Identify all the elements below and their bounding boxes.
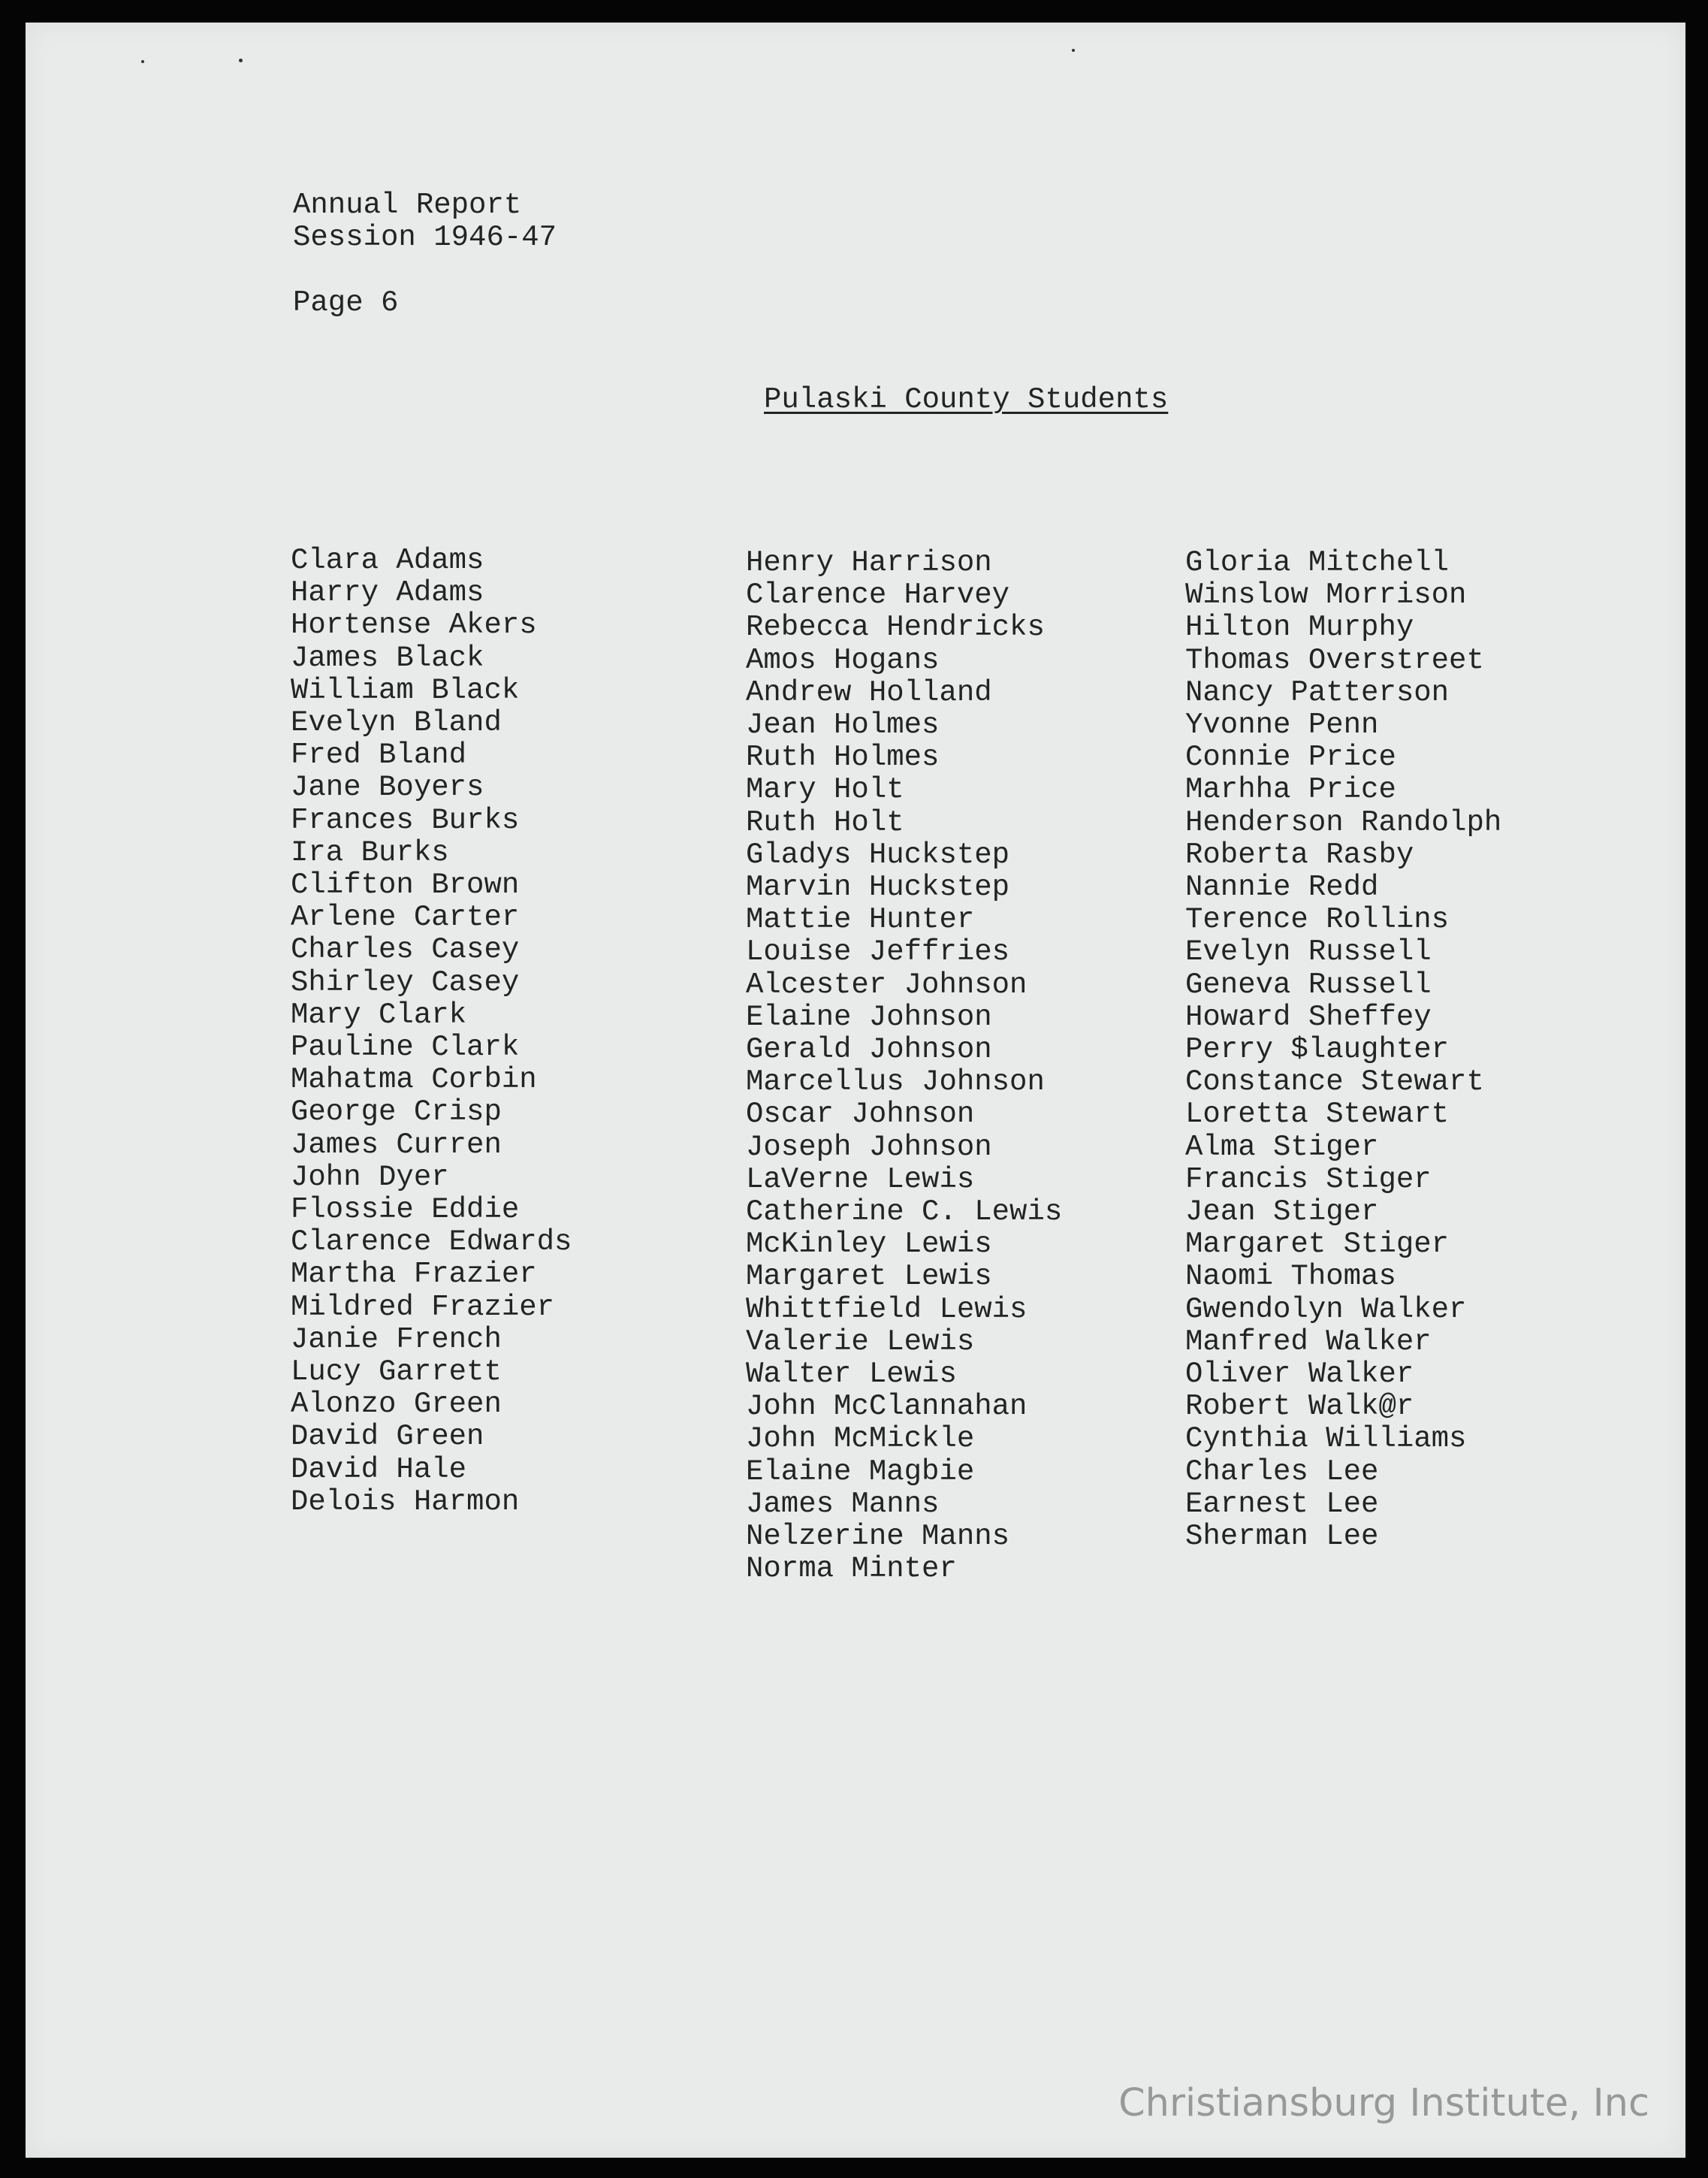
report-header — [293, 189, 557, 319]
student-name: Harry Adams — [291, 576, 484, 610]
header-report-title: Annual Report — [293, 189, 522, 222]
student-name: William Black — [291, 673, 520, 707]
student-name: David Green — [291, 1420, 484, 1454]
student-name: James Curren — [291, 1128, 502, 1161]
student-name: Naomi Thomas — [1185, 1260, 1396, 1294]
student-name: Whittfield Lewis — [746, 1292, 1028, 1326]
student-name: Rebecca Hendricks — [746, 611, 1045, 645]
student-name: LaVerne Lewis — [746, 1162, 975, 1196]
student-name: Norma Minter — [746, 1552, 957, 1586]
student-name: Geneva Russell — [1185, 968, 1432, 1001]
student-name: Manfred Walker — [1185, 1325, 1432, 1358]
student-name: Marvin Huckstep — [746, 871, 1010, 905]
student-name: Henry Harrison — [746, 546, 992, 579]
student-name: Delois Harmon — [291, 1485, 520, 1518]
document-page — [26, 23, 1685, 2158]
student-name: Cynthia Williams — [1185, 1422, 1467, 1456]
student-name: Clara Adams — [291, 544, 484, 577]
student-column-1 — [291, 545, 572, 1518]
student-name: Andrew Holland — [746, 675, 992, 709]
student-name: Hortense Akers — [291, 609, 537, 642]
student-name: Mildred Frazier — [291, 1290, 555, 1324]
student-name: Alcester Johnson — [746, 968, 1028, 1001]
student-name: Gerald Johnson — [746, 1033, 992, 1067]
student-name: Howard Sheffey — [1185, 1000, 1432, 1034]
student-name: Jane Boyers — [291, 771, 484, 805]
student-name: Alma Stiger — [1185, 1130, 1379, 1164]
header-session: Session 1946-47 — [293, 221, 557, 254]
student-name: John McClannahan — [746, 1390, 1028, 1424]
header-page-number: Page 6 — [293, 286, 399, 319]
student-name: Robert Walk@r — [1185, 1390, 1414, 1424]
student-name: Amos Hogans — [746, 643, 940, 677]
student-name: Elaine Magbie — [746, 1455, 975, 1488]
student-name: Loretta Stewart — [1185, 1098, 1450, 1131]
speck — [141, 60, 144, 63]
student-name: Valerie Lewis — [746, 1325, 975, 1358]
student-name: Nannie Redd — [1185, 871, 1379, 905]
student-name: Lucy Garrett — [291, 1355, 502, 1389]
student-name: Elaine Johnson — [746, 1000, 992, 1034]
student-name: Catherine C. Lewis — [746, 1195, 1063, 1229]
student-name: Oscar Johnson — [746, 1098, 975, 1131]
student-name: Roberta Rasby — [1185, 838, 1414, 872]
student-name: James Black — [291, 641, 484, 675]
student-name: Marcellus Johnson — [746, 1065, 1045, 1099]
student-name: Connie Price — [1185, 741, 1396, 775]
student-name: Clarence Edwards — [291, 1225, 572, 1259]
student-name: Clarence Harvey — [746, 578, 1010, 612]
student-name: Louise Jeffries — [746, 935, 1010, 969]
student-name: James Manns — [746, 1487, 940, 1521]
student-name: Hilton Murphy — [1185, 611, 1414, 645]
student-name: John Dyer — [291, 1160, 449, 1194]
student-name: Francis Stiger — [1185, 1162, 1432, 1196]
student-name: Mahatma Corbin — [291, 1063, 537, 1097]
student-name: Martha Frazier — [291, 1258, 537, 1291]
student-name: Alonzo Green — [291, 1388, 502, 1421]
student-column-3 — [1185, 547, 1501, 1553]
speck — [1072, 49, 1075, 52]
student-name: Constance Stewart — [1185, 1065, 1484, 1099]
student-name: Walter Lewis — [746, 1358, 957, 1391]
student-name: McKinley Lewis — [746, 1228, 992, 1261]
student-name: David Hale — [291, 1452, 467, 1486]
watermark-text: Christiansburg Institute, Inc — [1118, 2081, 1649, 2125]
student-name: Margaret Stiger — [1185, 1228, 1450, 1261]
student-name: Evelyn Russell — [1185, 935, 1432, 969]
student-column-2 — [746, 547, 1062, 1586]
student-name: Oliver Walker — [1185, 1358, 1414, 1391]
student-name: Pauline Clark — [291, 1031, 520, 1065]
student-name: Terence Rollins — [1185, 903, 1450, 937]
student-name: Winslow Morrison — [1185, 578, 1467, 612]
student-name: Marhha Price — [1185, 773, 1396, 807]
student-name: Janie French — [291, 1322, 502, 1356]
student-name: Perry $laughter — [1185, 1033, 1450, 1067]
student-name: Margaret Lewis — [746, 1260, 992, 1294]
student-name: Ruth Holt — [746, 805, 904, 839]
student-name: Charles Lee — [1185, 1455, 1379, 1488]
student-name: Gwendolyn Walker — [1185, 1292, 1467, 1326]
student-name: Jean Stiger — [1185, 1195, 1379, 1229]
student-name: Flossie Eddie — [291, 1193, 520, 1227]
student-name: Mattie Hunter — [746, 903, 975, 937]
student-name: Fred Bland — [291, 739, 467, 772]
student-name: Ira Burks — [291, 835, 449, 869]
student-name: John McMickle — [746, 1422, 975, 1456]
student-name: Gladys Huckstep — [746, 838, 1010, 872]
speck — [239, 59, 243, 62]
student-name: Thomas Overstreet — [1185, 643, 1484, 677]
student-name: George Crisp — [291, 1095, 502, 1129]
student-name: Mary Holt — [746, 773, 904, 807]
student-name: Earnest Lee — [1185, 1487, 1379, 1521]
student-name: Mary Clark — [291, 998, 467, 1032]
student-name: Joseph Johnson — [746, 1130, 992, 1164]
student-name: Sherman Lee — [1185, 1520, 1379, 1554]
student-name: Gloria Mitchell — [1185, 546, 1450, 579]
student-name: Nelzerine Manns — [746, 1520, 1010, 1554]
page-title: Pulaski County Students — [764, 383, 1169, 416]
student-name: Clifton Brown — [291, 868, 520, 902]
student-name: Nancy Patterson — [1185, 675, 1450, 709]
student-name: Arlene Carter — [291, 901, 520, 935]
student-name: Shirley Casey — [291, 965, 520, 999]
student-name: Henderson Randolph — [1185, 805, 1502, 839]
student-name: Charles Casey — [291, 933, 520, 967]
student-name: Frances Burks — [291, 803, 520, 837]
student-name: Jean Holmes — [746, 708, 940, 742]
student-name: Ruth Holmes — [746, 741, 940, 775]
student-name: Evelyn Bland — [291, 706, 502, 740]
student-name: Yvonne Penn — [1185, 708, 1379, 742]
